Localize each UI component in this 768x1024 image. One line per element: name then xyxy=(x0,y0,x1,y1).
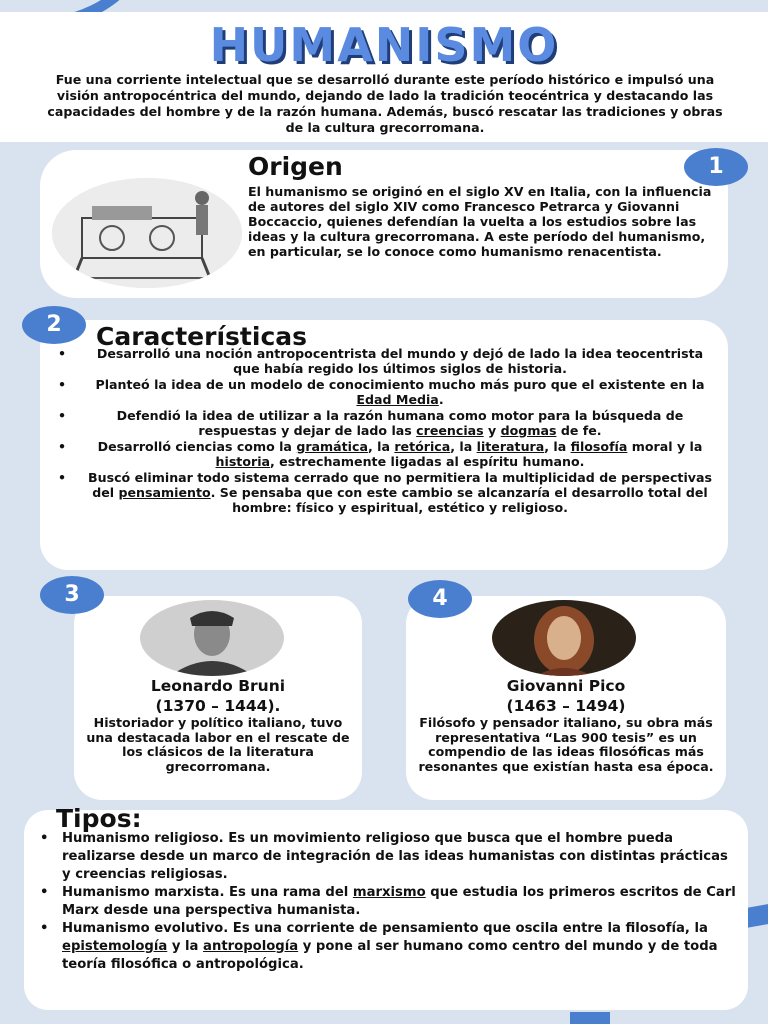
header xyxy=(0,12,768,142)
portrait-image xyxy=(492,600,636,676)
term-link[interactable]: pensamiento xyxy=(118,485,211,500)
origin-card xyxy=(40,150,728,298)
list-item-text: que estudia los primeros escritos de Carl Marx desde una perspectiva humanista. xyxy=(62,885,736,918)
list-item-text: , la xyxy=(450,439,477,454)
types-list xyxy=(34,830,740,974)
types-item xyxy=(34,830,740,884)
list-item-text: Desarrolló ciencias como la xyxy=(97,439,297,454)
list-item-text: Defendió la idea de utilizar a la razón humana como motor para la búsqueda de respuestas y dejar de lado las xyxy=(116,408,684,438)
list-item-text: de fe. xyxy=(556,423,602,438)
characteristics-list xyxy=(54,346,718,516)
term-link[interactable]: epistemología xyxy=(62,939,168,954)
list-item-text: , la xyxy=(544,439,571,454)
list-item-text: y la xyxy=(167,939,204,954)
term-link[interactable]: antropología xyxy=(203,939,299,954)
origin-heading: Origen xyxy=(248,152,343,181)
types-item xyxy=(34,920,740,974)
person-name-block xyxy=(74,676,362,716)
term-link[interactable]: creencias xyxy=(416,423,484,438)
list-item-text: Humanismo marxista. Es una rama del xyxy=(62,885,353,900)
list-item-text: , estrechamente ligadas al espíritu humano. xyxy=(270,454,585,469)
person-dates: (1370 – 1444). xyxy=(155,697,281,715)
characteristics-item xyxy=(54,346,718,376)
term-link[interactable]: dogmas xyxy=(500,423,557,438)
list-item-text: Buscó eliminar todo sistema cerrado que no permitiera la multiplicidad de perspectivas del xyxy=(88,470,712,500)
section-number-badge: 1 xyxy=(684,148,748,186)
printing-press-image xyxy=(52,178,242,288)
term-link[interactable]: Edad Media xyxy=(356,392,439,407)
term-link[interactable]: gramática xyxy=(296,439,368,454)
section-number-badge: 2 xyxy=(22,306,86,344)
person-name-block xyxy=(406,676,726,716)
characteristics-item xyxy=(54,408,718,438)
term-link[interactable]: filosofía xyxy=(570,439,628,454)
list-item-text: y pone al ser humano como centro del mundo y de toda teoría filosófica o antropológica. xyxy=(62,939,718,972)
list-item-text: Desarrolló una noción antropocentrista del mundo y dejó de lado la idea teocentrista que había regido los últimos siglos de historia. xyxy=(96,346,704,376)
term-link[interactable]: literatura xyxy=(476,439,545,454)
term-link[interactable]: retórica xyxy=(394,439,451,454)
list-item-text: . Se pensaba que con este cambio se alcanzaría el desarrollo total del hombre: físico y espiritual, estético y religioso. xyxy=(210,485,708,515)
section-number-badge: 4 xyxy=(408,580,472,618)
page-title: HUMANISMO xyxy=(209,18,559,72)
person-card-pico xyxy=(406,596,726,800)
characteristics-item xyxy=(54,439,718,469)
person-description: Filósofo y pensador italiano, su obra más representativa “Las 900 tesis” es un compendio de las ideas filosóficas más resonantes que existían hasta esa época. xyxy=(418,715,714,774)
person-card-bruni xyxy=(74,596,362,800)
section-number-badge: 3 xyxy=(40,576,104,614)
list-item-text: Humanismo religioso. Es un movimiento religioso que busca que el hombre pueda realizarse desde un marco de integración de las ideas humanistas con distintas prácticas y creencias religiosas. xyxy=(62,831,728,882)
list-item-text: Planteó la idea de un modelo de conocimiento mucho más puro que el existente en la xyxy=(95,377,705,392)
types-item xyxy=(34,884,740,920)
characteristics-heading: Características xyxy=(96,322,308,351)
term-link[interactable]: marxismo xyxy=(352,885,426,900)
characteristics-card xyxy=(40,320,728,570)
decorative-stripe xyxy=(748,902,768,927)
list-item-text: y xyxy=(483,423,501,438)
decorative-stripe xyxy=(570,1012,610,1024)
list-item-text: , la xyxy=(367,439,395,454)
origin-text: El humanismo se originó en el siglo XV en Italia, con la influencia de autores del siglo XIV como Francesco Petrarca y Giovanni Boccaccio, quienes defendían la vuelta a los estudios sobre las ideas y la cultura grecorromana. A este período del humanismo, en particular, se lo conoce como humanismo renacentista. xyxy=(248,184,712,259)
types-card xyxy=(24,804,748,1010)
person-name: Leonardo Bruni xyxy=(150,677,286,695)
list-item-text: moral y la xyxy=(627,439,703,454)
term-link[interactable]: historia xyxy=(215,454,271,469)
characteristics-item xyxy=(54,377,718,407)
portrait-image xyxy=(140,600,284,676)
types-heading: Tipos: xyxy=(56,804,142,833)
person-dates: (1463 – 1494) xyxy=(506,697,626,715)
intro-text: Fue una corriente intelectual que se desarrolló durante este período histórico e impulsó una visión antropocéntrica del mundo, dejando de lado la tradición teocéntrica y destacando las capacidades del hombre y de la razón humana. Además, buscó rescatar las tradiciones y obras de la cultura grecorromana. xyxy=(47,72,723,135)
list-item-text: Humanismo evolutivo. Es una corriente de pensamiento que oscila entre la filosofía, la xyxy=(62,921,708,936)
person-description: Historiador y político italiano, tuvo una destacada labor en el rescate de los clásicos de la literatura grecorromana. xyxy=(86,715,350,774)
person-name: Giovanni Pico xyxy=(506,677,626,695)
characteristics-item xyxy=(54,470,718,515)
list-item-text: . xyxy=(438,392,444,407)
